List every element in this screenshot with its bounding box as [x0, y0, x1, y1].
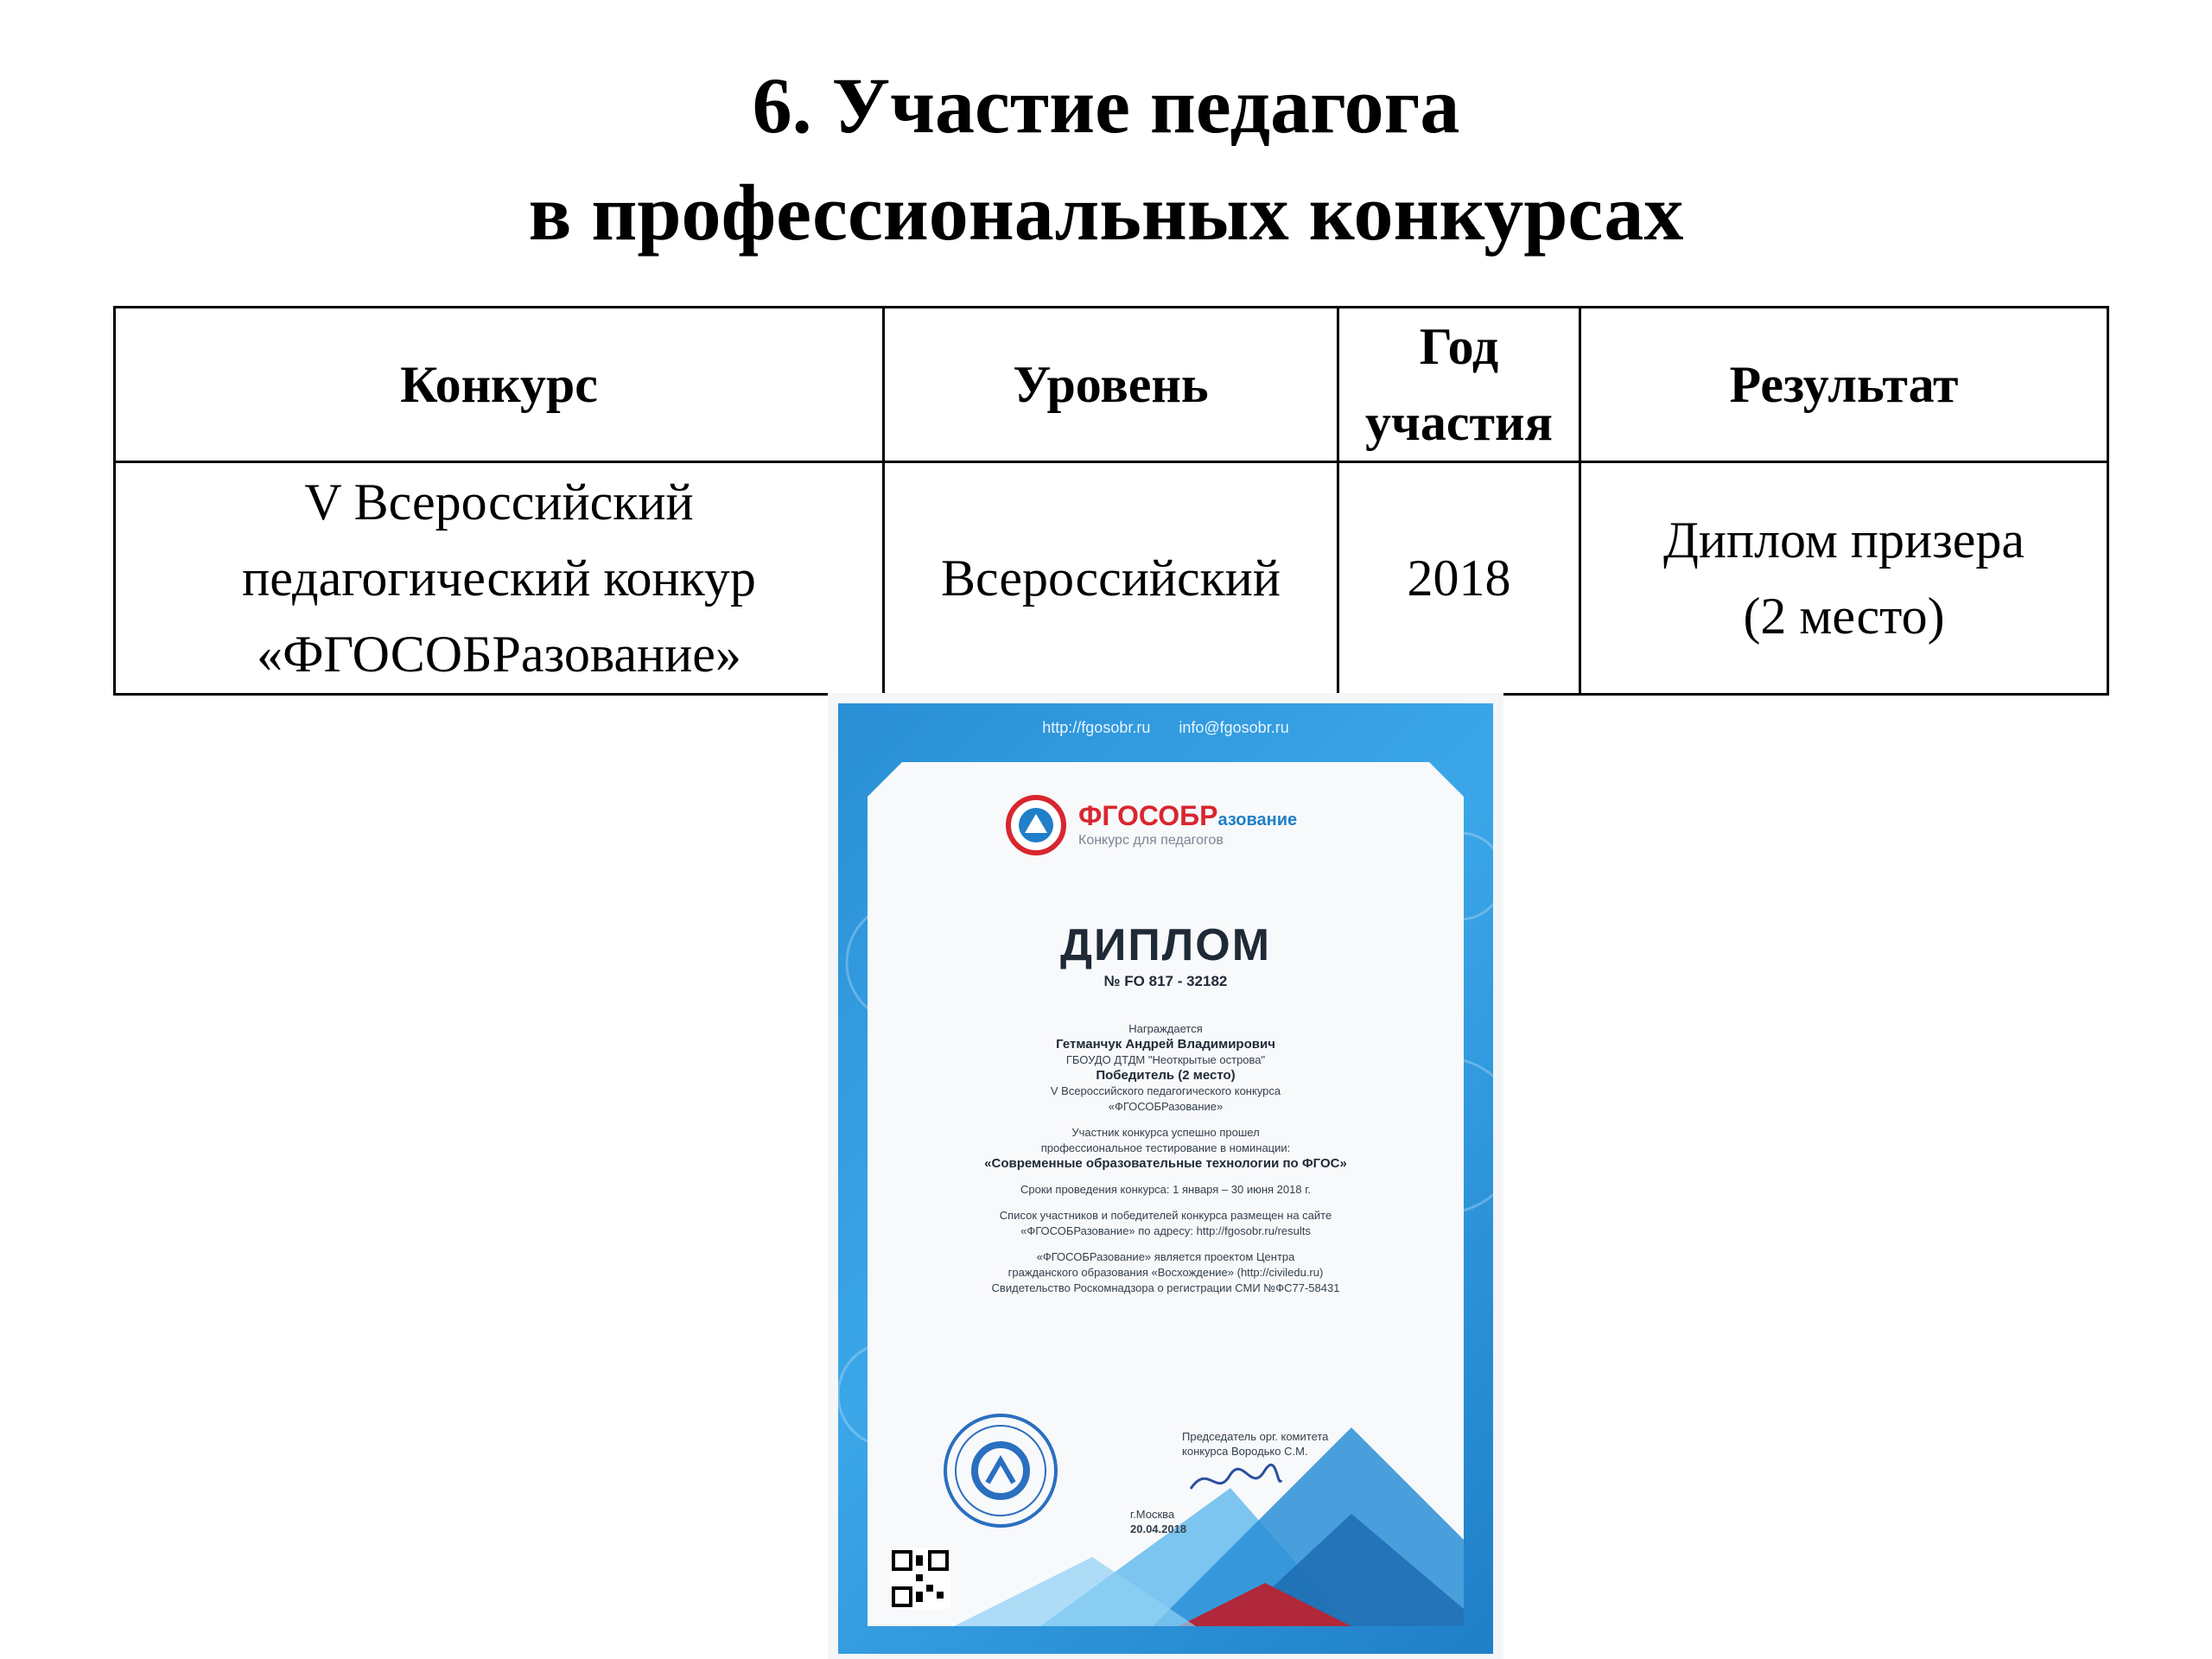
cell-year: 2018 [1338, 462, 1580, 695]
diploma-chair [1182, 1429, 1328, 1505]
diploma-dates: Сроки проведения конкурса: 1 января – 30 июня 2018 г. [1020, 1183, 1311, 1196]
diploma-contest-line-1: V Всероссийского педагогического конкурса [1050, 1084, 1281, 1097]
diploma-image [828, 693, 1503, 1659]
diploma-project-line-2: гражданского образования «Восхождение» (http://civiledu.ru) [1007, 1266, 1324, 1279]
brand-blue: азование [1217, 810, 1298, 830]
diploma-brand-sub: Конкурс для педагогов [1078, 833, 1224, 848]
diploma-recipient: Гетманчук Андрей Владимирович [1056, 1037, 1275, 1052]
diploma-brand [1078, 800, 1297, 832]
header-year-line-1: Год [1419, 318, 1499, 375]
diploma-project-line-1: «ФГОСОБРазование» является проектом Центра [1036, 1250, 1295, 1263]
qr-code-icon [890, 1548, 950, 1609]
result-line-1: Диплом призера [1662, 512, 2025, 569]
diploma-project-line-3: Свидетельство Роскомнадзора о регистрации СМИ №ФС77-58431 [991, 1281, 1340, 1294]
result-line-2: (2 место) [1743, 588, 1945, 645]
diploma-place [1130, 1507, 1186, 1536]
diploma-winner: Победитель (2 место) [1096, 1068, 1236, 1083]
diploma-email: info@fgosobr.ru [1179, 719, 1289, 736]
contests-table [113, 306, 2109, 696]
header-year [1338, 308, 1580, 462]
diploma-contacts [828, 719, 1503, 737]
diploma-heading: ДИПЛОМ [1059, 920, 1272, 970]
diploma-city: г.Москва [1130, 1508, 1175, 1521]
diploma-contest-line-2: «ФГОСОБРазование» [1108, 1100, 1224, 1113]
brand-logo-icon [1006, 795, 1066, 855]
header-contest: Конкурс [115, 308, 884, 462]
header-result: Результат [1580, 308, 2108, 462]
diploma-awarded: Награждается [1128, 1022, 1203, 1035]
table-row [115, 462, 2108, 695]
table-header-row [115, 308, 2108, 462]
diploma-nomination: «Современные образовательные технологии по ФГОС» [984, 1156, 1347, 1171]
slide-title-line-2: в профессиональных конкурсах [528, 168, 1684, 257]
diploma-chair-line-1: Председатель орг. комитета [1182, 1430, 1329, 1443]
diploma-body [880, 1021, 1452, 1296]
contest-line-1: V Всероссийский [304, 474, 694, 531]
contest-line-2: педагогический конкур [242, 550, 756, 607]
contest-line-3: «ФГОСОБРазование» [257, 626, 741, 683]
slide-title [0, 52, 2212, 266]
diploma-site: http://fgosobr.ru [1042, 719, 1151, 736]
diploma-number: № FO 817 - 32182 [1103, 973, 1228, 989]
slide-title-line-1: 6. Участие педагога [752, 61, 1460, 149]
seal-stamp-icon [940, 1410, 1061, 1531]
diploma-test-line-1: Участник конкурса успешно прошел [1071, 1126, 1260, 1139]
diploma-chair-line-2: конкурса Вородько С.М. [1182, 1445, 1308, 1458]
header-year-line-2: участия [1365, 394, 1553, 451]
cell-level: Всероссийский [884, 462, 1338, 695]
diploma-date: 20.04.2018 [1130, 1522, 1187, 1535]
brand-red: ФГОСОБР [1078, 800, 1218, 831]
signature-icon [1182, 1459, 1286, 1502]
diploma-test-line-2: профессиональное тестирование в номинации: [1040, 1141, 1291, 1154]
diploma-list-line-2: «ФГОСОБРазование» по адресу: http://fgosobr.ru/results [1020, 1224, 1311, 1237]
cell-contest [115, 462, 884, 695]
header-level: Уровень [884, 308, 1338, 462]
diploma-list-line-1: Список участников и победителей конкурса размещен на сайте [999, 1209, 1332, 1222]
diploma-org: ГБОУДО ДТДМ "Неоткрытые острова" [1065, 1053, 1266, 1066]
cell-result [1580, 462, 2108, 695]
